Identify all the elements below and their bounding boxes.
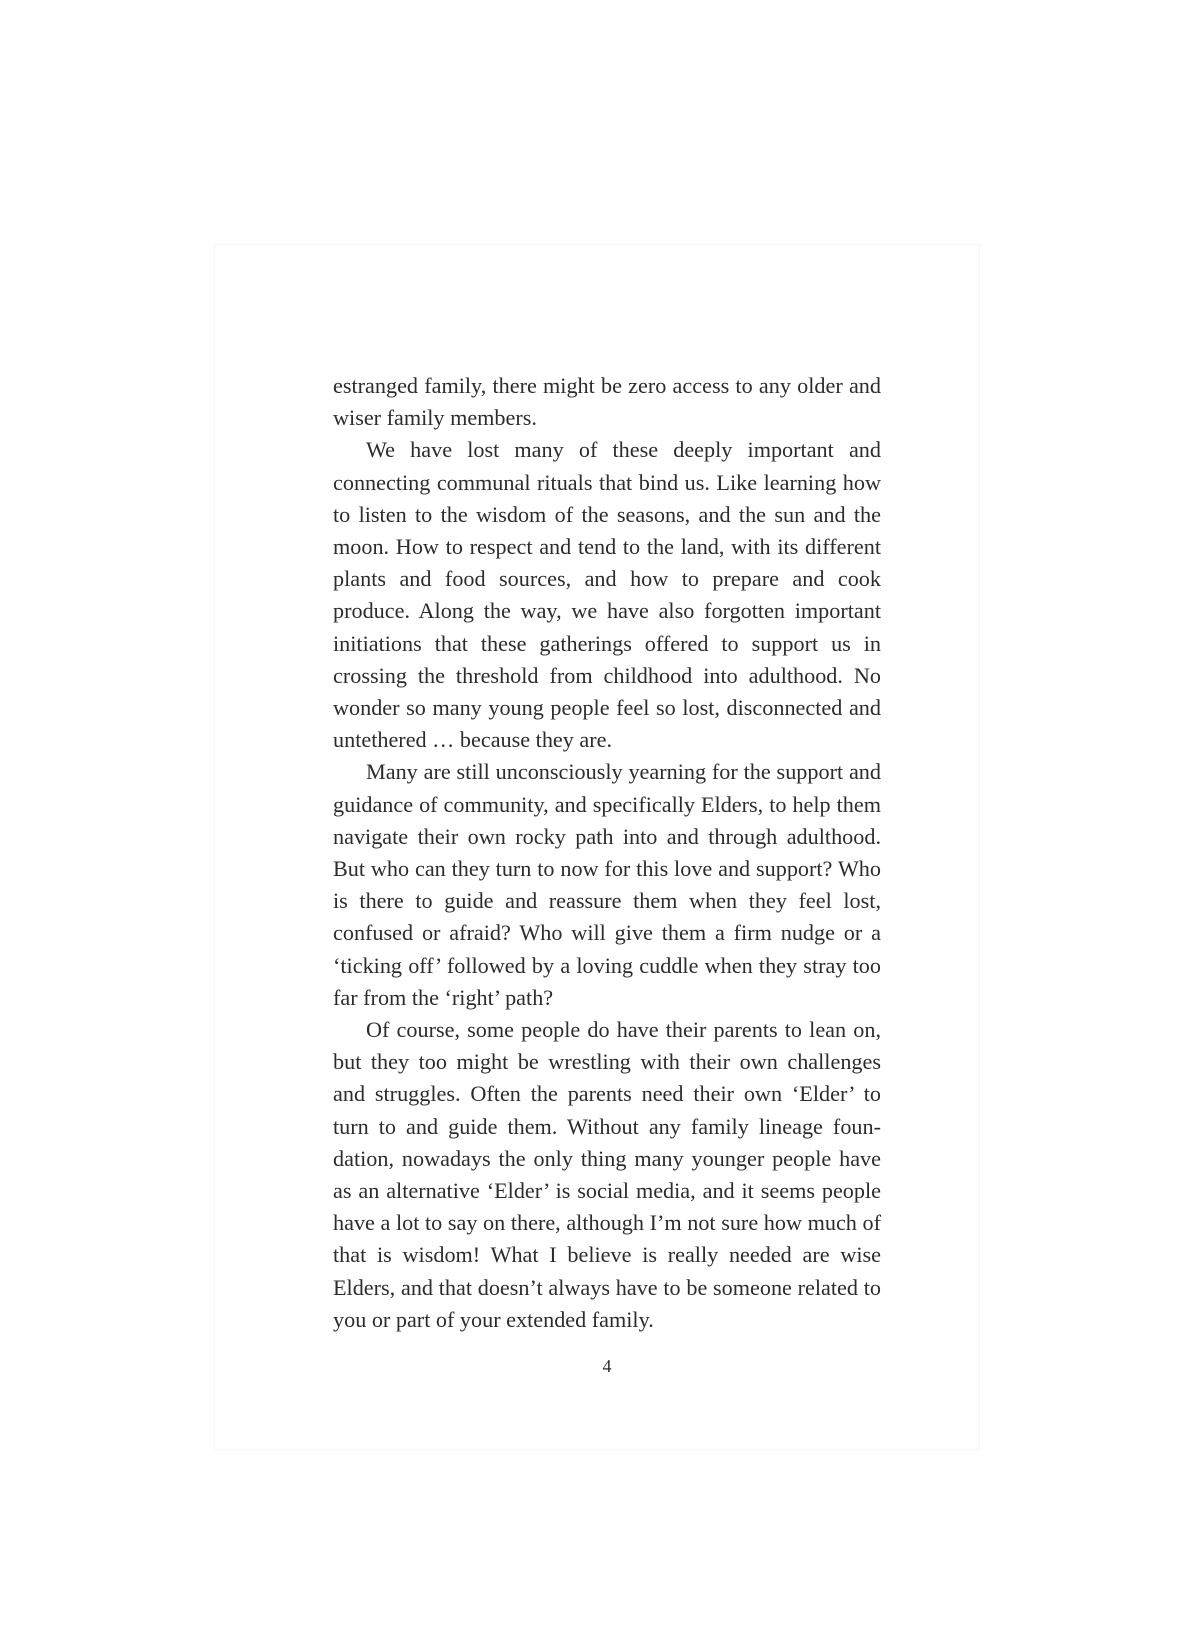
- paragraph-continuation: estranged family, there might be zero access to any older and wiser family members.: [333, 373, 881, 431]
- paragraph-yearning-for-elders: Many are still unconsciously yearning for the support and guidance of community, and specifically Elders, to help them navigate their own rocky path into and through adulthood. But who can they turn to now for this love and support? Who is there to guide and reassure them when they feel lost, confused or afraid? Who will give them a firm nudge or a ‘ticking off’ followed by a loving cuddle when they stray too far from the ‘right’ path?: [333, 759, 881, 1010]
- paragraph-parents-and-social-media: Of course, some people do have their parents to lean on, but they too might be wrestling with their own challenges and struggles. Often the parents need their own ‘Elder’ to turn to and guide them. Without any family lineage foundation, nowadays the only thing many younger people have as an alternative ‘Elder’ is social media, and it seems people have a lot to say on there, although I’m not sure how much of that is wisdom! What I believe is really needed are wise Elders, and that doesn’t always have to be someone related to you or part of your extended family.: [333, 1017, 881, 1332]
- paragraph-lost-rituals: We have lost many of these deeply important and connecting communal rituals that bind us. Like learning how to listen to the wisdom of the seasons, and the sun and the moon. How to respect and tend to the land, with its different plants and food sources, and how to prepare and cook produce. Along the way, we have also forgotten important initiations that these gatherings offered to support us in crossing the threshold from childhood into adulthood. No wonder so many young people feel so lost, disconnected and untethered … because they are.: [333, 437, 881, 753]
- page-number: 4: [602, 1356, 612, 1376]
- body-text: [333, 370, 881, 1336]
